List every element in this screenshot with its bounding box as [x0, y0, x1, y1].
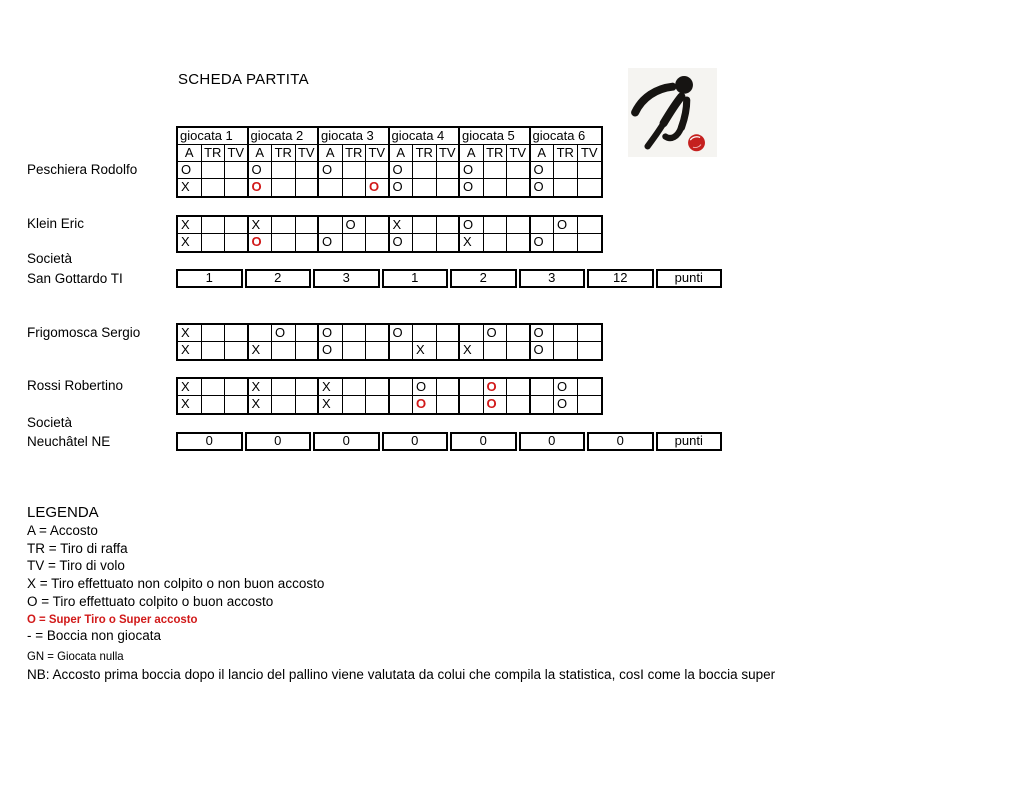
marks-table [176, 377, 603, 415]
mark-cell [578, 396, 602, 413]
mark-cell: O [460, 217, 484, 234]
shot-type-header: A [319, 145, 343, 162]
mark-cell: O [554, 379, 578, 396]
player-name-peschiera: Peschiera Rodolfo [27, 162, 138, 177]
mark-cell [343, 234, 367, 251]
club-name-san-gottardo: San Gottardo TI [27, 271, 123, 286]
legend-tiro-volo: TV = Tiro di volo [27, 558, 125, 573]
giocata-header: giocata 1 [178, 128, 249, 145]
mark-cell [366, 396, 390, 413]
shot-type-header: TV [507, 145, 531, 162]
mark-cell [225, 325, 249, 342]
mark-cell [202, 396, 226, 413]
mark-cell: O [390, 325, 414, 342]
mark-cell [531, 217, 555, 234]
mark-cell [366, 162, 390, 179]
mark-cell [484, 342, 508, 359]
mark-cell [437, 325, 461, 342]
mark-cell [507, 234, 531, 251]
mark-cell [343, 342, 367, 359]
mark-cell: X [390, 217, 414, 234]
shot-type-header: TV [437, 145, 461, 162]
giocata-header: giocata 4 [390, 128, 461, 145]
mark-cell [225, 179, 249, 196]
mark-cell [437, 179, 461, 196]
punti-cell: punti [656, 432, 723, 451]
mark-cell [578, 179, 602, 196]
mark-cell [460, 325, 484, 342]
mark-cell: O [531, 179, 555, 196]
mark-cell [390, 396, 414, 413]
giocata-header: giocata 2 [249, 128, 320, 145]
mark-cell [343, 396, 367, 413]
mark-cell [484, 234, 508, 251]
mark-cell [225, 342, 249, 359]
mark-cell [578, 234, 602, 251]
mark-cell [272, 342, 296, 359]
mark-cell [272, 217, 296, 234]
marks-table [176, 126, 603, 198]
mark-cell [296, 342, 320, 359]
mark-cell: O [249, 179, 273, 196]
giocata-header-row [178, 128, 601, 145]
shot-type-header: A [390, 145, 414, 162]
mark-cell [554, 234, 578, 251]
mark-cell: X [178, 234, 202, 251]
giocata-header: giocata 5 [460, 128, 531, 145]
score-cell: 3 [519, 269, 586, 288]
mark-cell [319, 217, 343, 234]
mark-cell [484, 162, 508, 179]
nb-note: NB: Accosto prima boccia dopo il lancio del pallino viene valutata da colui che compila la statistica, cosI come la boccia super [27, 667, 776, 682]
shot-type-header: TR [413, 145, 437, 162]
mark-cell [460, 396, 484, 413]
player-name-frigomosca: Frigomosca Sergio [27, 325, 141, 340]
mark-cell: X [460, 342, 484, 359]
mark-cell [578, 342, 602, 359]
mark-cell [249, 325, 273, 342]
mark-cell [366, 217, 390, 234]
mark-cell [531, 396, 555, 413]
mark-cell [202, 342, 226, 359]
mark-cell [507, 342, 531, 359]
mark-cell [296, 396, 320, 413]
mark-cell: O [319, 342, 343, 359]
mark-cell [296, 379, 320, 396]
mark-cell [272, 396, 296, 413]
mark-cell [202, 217, 226, 234]
giocata-header: giocata 3 [319, 128, 390, 145]
mark-cell [366, 342, 390, 359]
mark-cell [225, 162, 249, 179]
legend-giocata-nulla: GN = Giocata nulla [27, 649, 124, 663]
mark-cell: X [178, 396, 202, 413]
shot-type-header: TR [272, 145, 296, 162]
mark-cell [296, 234, 320, 251]
mark-cell [460, 379, 484, 396]
mark-cell [202, 379, 226, 396]
mark-cell: O [531, 325, 555, 342]
mark-cell: X [178, 342, 202, 359]
shot-type-header: TR [554, 145, 578, 162]
mark-cell: O [178, 162, 202, 179]
mark-cell [554, 162, 578, 179]
societa-label: Società [27, 251, 73, 266]
giocata-header: giocata 6 [531, 128, 602, 145]
mark-cell [437, 396, 461, 413]
shot-type-header: TR [484, 145, 508, 162]
mark-cell [507, 217, 531, 234]
mark-cell: O [390, 234, 414, 251]
score-cell: 3 [313, 269, 380, 288]
bocce-logo [628, 68, 717, 157]
mark-cell [202, 234, 226, 251]
marks-table [176, 323, 603, 361]
mark-cell: O [319, 325, 343, 342]
mark-cell: O [319, 162, 343, 179]
mark-cell [343, 179, 367, 196]
score-cell: 0 [519, 432, 586, 451]
mark-cell [578, 325, 602, 342]
mark-cell [296, 325, 320, 342]
mark-cell: O [531, 234, 555, 251]
punti-cell: punti [656, 269, 723, 288]
mark-cell: O [343, 217, 367, 234]
shot-type-header: A [531, 145, 555, 162]
shot-type-header: TV [225, 145, 249, 162]
bocce-player-icon [628, 68, 717, 157]
mark-cell: O [554, 217, 578, 234]
mark-cell [437, 234, 461, 251]
mark-cell [554, 325, 578, 342]
mark-cell: O [366, 179, 390, 196]
marks-row [178, 325, 601, 342]
shot-type-header: TR [343, 145, 367, 162]
mark-cell: O [413, 379, 437, 396]
page-title: SCHEDA PARTITA [178, 71, 309, 88]
marks-row [178, 234, 601, 251]
mark-cell [578, 379, 602, 396]
mark-cell: O [484, 325, 508, 342]
mark-cell [554, 342, 578, 359]
shot-type-header-row [178, 145, 601, 162]
legend-accosto: A = Accosto [27, 523, 98, 538]
mark-cell [507, 179, 531, 196]
mark-cell [202, 162, 226, 179]
marks-row [178, 162, 601, 179]
mark-cell [578, 162, 602, 179]
score-cell: 0 [587, 432, 654, 451]
marks-row [178, 396, 601, 413]
mark-cell: X [460, 234, 484, 251]
mark-cell [437, 217, 461, 234]
mark-cell [272, 234, 296, 251]
mark-cell: X [413, 342, 437, 359]
mark-cell: X [319, 396, 343, 413]
mark-cell: O [319, 234, 343, 251]
mark-cell [272, 162, 296, 179]
legend-title: LEGENDA [27, 504, 99, 521]
player-head [675, 76, 693, 94]
score-cell: 12 [587, 269, 654, 288]
shot-type-header: A [460, 145, 484, 162]
mark-cell: O [531, 162, 555, 179]
mark-cell [437, 162, 461, 179]
mark-cell [531, 379, 555, 396]
mark-cell: X [178, 325, 202, 342]
mark-cell: X [319, 379, 343, 396]
player-name-rossi: Rossi Robertino [27, 378, 124, 393]
mark-cell [366, 234, 390, 251]
mark-cell [202, 179, 226, 196]
mark-cell [343, 325, 367, 342]
mark-cell: X [178, 217, 202, 234]
score-cell: 0 [176, 432, 243, 451]
mark-cell: O [460, 162, 484, 179]
mark-cell [413, 325, 437, 342]
score-cell: 2 [450, 269, 517, 288]
mark-cell [554, 179, 578, 196]
mark-cell: O [413, 396, 437, 413]
score-cell: 0 [313, 432, 380, 451]
mark-cell [296, 217, 320, 234]
shot-type-header: TV [366, 145, 390, 162]
mark-cell: O [460, 179, 484, 196]
club-name-neuchatel: Neuchâtel NE [27, 434, 111, 449]
marks-row [178, 179, 601, 196]
mark-cell: O [554, 396, 578, 413]
score-table [176, 432, 722, 451]
mark-cell: X [249, 396, 273, 413]
shot-type-header: TR [202, 145, 226, 162]
mark-cell: O [249, 162, 273, 179]
legend-x: X = Tiro effettuato non colpito o non buon accosto [27, 576, 325, 591]
mark-cell [319, 179, 343, 196]
score-cell: 1 [382, 269, 449, 288]
mark-cell [296, 162, 320, 179]
mark-cell [413, 217, 437, 234]
marks-row [178, 217, 601, 234]
mark-cell [507, 379, 531, 396]
mark-cell: O [390, 179, 414, 196]
mark-cell [507, 162, 531, 179]
mark-cell: X [178, 379, 202, 396]
mark-cell [225, 234, 249, 251]
mark-cell [225, 217, 249, 234]
mark-cell: X [249, 379, 273, 396]
mark-cell: O [249, 234, 273, 251]
mark-cell [225, 379, 249, 396]
legend-tiro-raffa: TR = Tiro di raffa [27, 541, 128, 556]
legend-non-giocata: - = Boccia non giocata [27, 628, 161, 643]
mark-cell [343, 162, 367, 179]
score-cell: 1 [176, 269, 243, 288]
mark-cell [366, 379, 390, 396]
mark-cell [272, 379, 296, 396]
shot-type-header: A [249, 145, 273, 162]
mark-cell: X [249, 342, 273, 359]
mark-cell [390, 342, 414, 359]
mark-cell [507, 396, 531, 413]
marks-table [176, 215, 603, 253]
mark-cell [578, 217, 602, 234]
player-name-klein: Klein Eric [27, 216, 85, 231]
mark-cell [413, 234, 437, 251]
score-cell: 2 [245, 269, 312, 288]
mark-cell: O [272, 325, 296, 342]
mark-cell [413, 179, 437, 196]
score-table [176, 269, 722, 288]
mark-cell [296, 179, 320, 196]
mark-cell: O [390, 162, 414, 179]
mark-cell [437, 379, 461, 396]
score-cell: 0 [245, 432, 312, 451]
marks-row [178, 379, 601, 396]
societa-label: Società [27, 415, 73, 430]
mark-cell [390, 379, 414, 396]
mark-cell [202, 325, 226, 342]
mark-cell: O [484, 396, 508, 413]
legend-o: O = Tiro effettuato colpito o buon accosto [27, 594, 274, 609]
mark-cell: O [484, 379, 508, 396]
mark-cell [366, 325, 390, 342]
mark-cell [225, 396, 249, 413]
mark-cell: X [178, 179, 202, 196]
mark-cell [437, 342, 461, 359]
mark-cell [484, 217, 508, 234]
mark-cell [484, 179, 508, 196]
legend-super: O = Super Tiro o Super accosto [27, 612, 198, 626]
mark-cell [507, 325, 531, 342]
mark-cell [413, 162, 437, 179]
mark-cell [272, 179, 296, 196]
mark-cell: X [249, 217, 273, 234]
shot-type-header: TV [578, 145, 602, 162]
score-cell: 0 [382, 432, 449, 451]
marks-row [178, 342, 601, 359]
mark-cell [343, 379, 367, 396]
mark-cell: O [531, 342, 555, 359]
shot-type-header: A [178, 145, 202, 162]
score-cell: 0 [450, 432, 517, 451]
shot-type-header: TV [296, 145, 320, 162]
